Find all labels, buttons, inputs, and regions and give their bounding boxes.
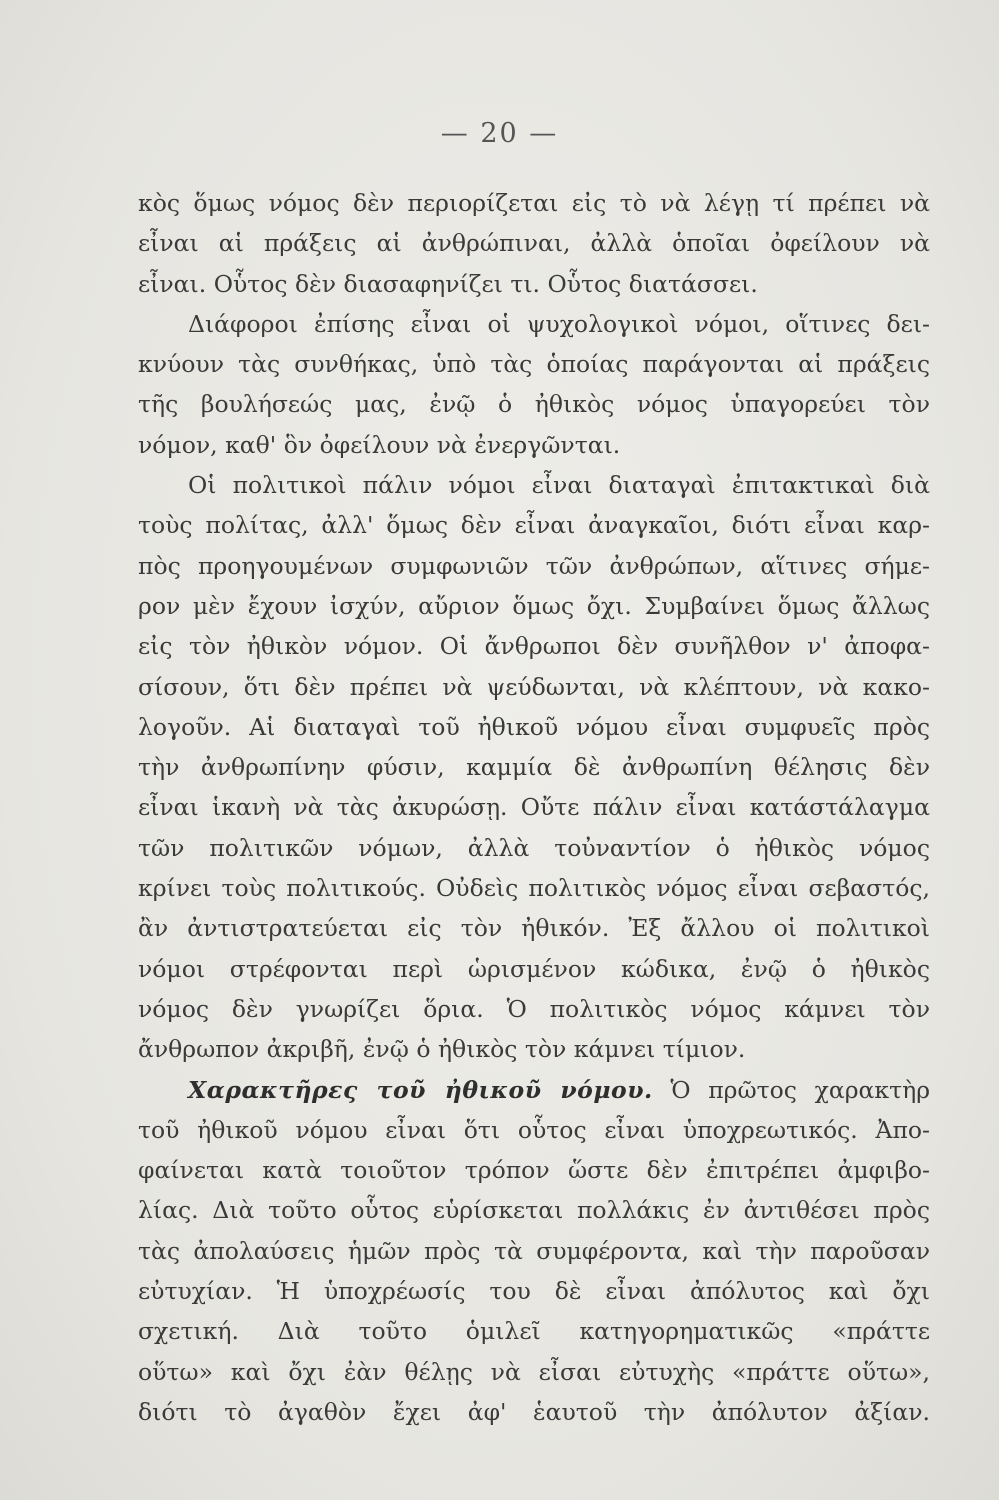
- text-line: νόμοι στρέφονται περὶ ὡρισμένον κώδικα, ἐνῷ ὁ ἠθικὸς: [138, 954, 930, 983]
- text-line: ἂν ἀντιστρατεύεται εἰς τὸν ἠθικόν. Ἐξ ἄλλου οἱ πολιτικοὶ: [138, 914, 930, 943]
- text-line: ρον μὲν ἔχουν ἰσχύν, αὔριον ὅμως ὄχι. Συμβαίνει ὅμως ἄλλως: [138, 591, 930, 620]
- text-line: νόμος δὲν γνωρίζει ὅρια. Ὁ πολιτικὸς νόμος κάμνει τὸν: [138, 994, 930, 1023]
- text-line: τῶν πολιτικῶν νόμων, ἀλλὰ τοὐναντίον ὁ ἠθικὸς νόμος: [138, 833, 930, 862]
- text-line: τὰς ἀπολαύσεις ἡμῶν πρὸς τὰ συμφέροντα, καὶ τὴν παροῦσαν: [138, 1236, 930, 1265]
- text-line: εἶναι ἱκανὴ νὰ τὰς ἀκυρώσῃ. Οὔτε πάλιν εἶναι κατάστάλαγμα: [138, 793, 930, 822]
- text-line: πὸς προηγουμένων συμφωνιῶν τῶν ἀνθρώπων, αἵτινες σήμε-: [138, 551, 930, 580]
- page-number: — 20 —: [440, 118, 559, 149]
- heading-line-text: Ὁ πρῶτος χαρακτὴρ: [652, 1075, 930, 1104]
- text-line: εὐτυχίαν. Ἡ ὑποχρέωσίς του δὲ εἶναι ἀπόλυτος καὶ ὄχι: [138, 1277, 930, 1306]
- text-line: εἶναι αἱ πράξεις αἱ ἀνθρώπιναι, ἀλλὰ ὁποῖαι ὀφείλουν νὰ: [138, 229, 930, 258]
- body-text: [138, 183, 930, 1432]
- section-heading: Χαρακτῆρες τοῦ ἠθικοῦ νόμου.: [188, 1075, 653, 1104]
- text-line: φαίνεται κατὰ τοιοῦτον τρόπον ὥστε δὲν ἐπιτρέπει ἀμφιβο-: [138, 1156, 930, 1185]
- text-line: Οἱ πολιτικοὶ πάλιν νόμοι εἶναι διαταγαὶ ἐπιτακτικαὶ διὰ: [188, 471, 930, 500]
- text-line: τοὺς πολίτας, ἀλλ' ὅμως δὲν εἶναι ἀναγκαῖοι, διότι εἶναι καρ-: [138, 511, 930, 540]
- text-line: σίσουν, ὅτι δὲν πρέπει νὰ ψεύδωνται, νὰ κλέπτουν, νὰ κακο-: [138, 672, 930, 701]
- text-line: διότι τὸ ἀγαθὸν ἔχει ἀφ' ἑαυτοῦ τὴν ἀπόλυτον ἀξίαν.: [138, 1397, 930, 1426]
- text-line: ἄνθρωπον ἀκριβῆ, ἐνῷ ὁ ἠθικὸς τὸν κάμνει τίμιον.: [138, 1035, 746, 1064]
- text-line: λίας. Διὰ τοῦτο οὗτος εὑρίσκεται πολλάκις ἐν ἀντιθέσει πρὸς: [138, 1196, 930, 1225]
- text-line: Διάφοροι ἐπίσης εἶναι οἱ ψυχολογικοὶ νόμοι, οἵτινες δει-: [188, 309, 930, 338]
- text-line: κὸς ὅμως νόμος δὲν περιορίζεται εἰς τὸ νὰ λέγῃ τί πρέπει νὰ: [138, 189, 930, 217]
- text-line: τοῦ ἠθικοῦ νόμου εἶναι ὅτι οὗτος εἶναι ὑποχρεωτικός. Ἀπο-: [138, 1115, 930, 1144]
- text-line: τὴν ἀνθρωπίνην φύσιν, καμμία δὲ ἀνθρωπίνη θέλησις δὲν: [138, 753, 930, 782]
- section-heading-line: [138, 1070, 930, 1110]
- text-line: λογοῦν. Αἱ διαταγαὶ τοῦ ἠθικοῦ νόμου εἶναι συμφυεῖς πρὸς: [138, 712, 930, 741]
- text-line: κνύουν τὰς συνθήκας, ὑπὸ τὰς ὁποίας παράγονται αἱ πράξεις: [138, 350, 930, 379]
- text-line: εἰς τὸν ἠθικὸν νόμον. Οἱ ἄνθρωποι δὲν συνῆλθον ν' ἀποφα-: [138, 632, 930, 661]
- text-line: οὕτω» καὶ ὄχι ἐὰν θέλῃς νὰ εἶσαι εὐτυχὴς «πράττε οὕτω»,: [138, 1357, 930, 1386]
- text-line: νόμον, καθ' ὃν ὀφείλουν νὰ ἐνεργῶνται.: [138, 430, 621, 459]
- text-line: κρίνει τοὺς πολιτικούς. Οὐδεὶς πολιτικὸς νόμος εἶναι σεβαστός,: [138, 874, 930, 903]
- text-line: σχετική. Διὰ τοῦτο ὁμιλεῖ κατηγορηματικῶς «πράττε: [138, 1317, 930, 1346]
- text-line: τῆς βουλήσεώς μας, ἐνῷ ὁ ἠθικὸς νόμος ὑπαγορεύει τὸν: [138, 390, 930, 419]
- text-line: εἶναι. Οὗτος δὲν διασαφηνίζει τι. Οὗτος διατάσσει.: [138, 269, 758, 298]
